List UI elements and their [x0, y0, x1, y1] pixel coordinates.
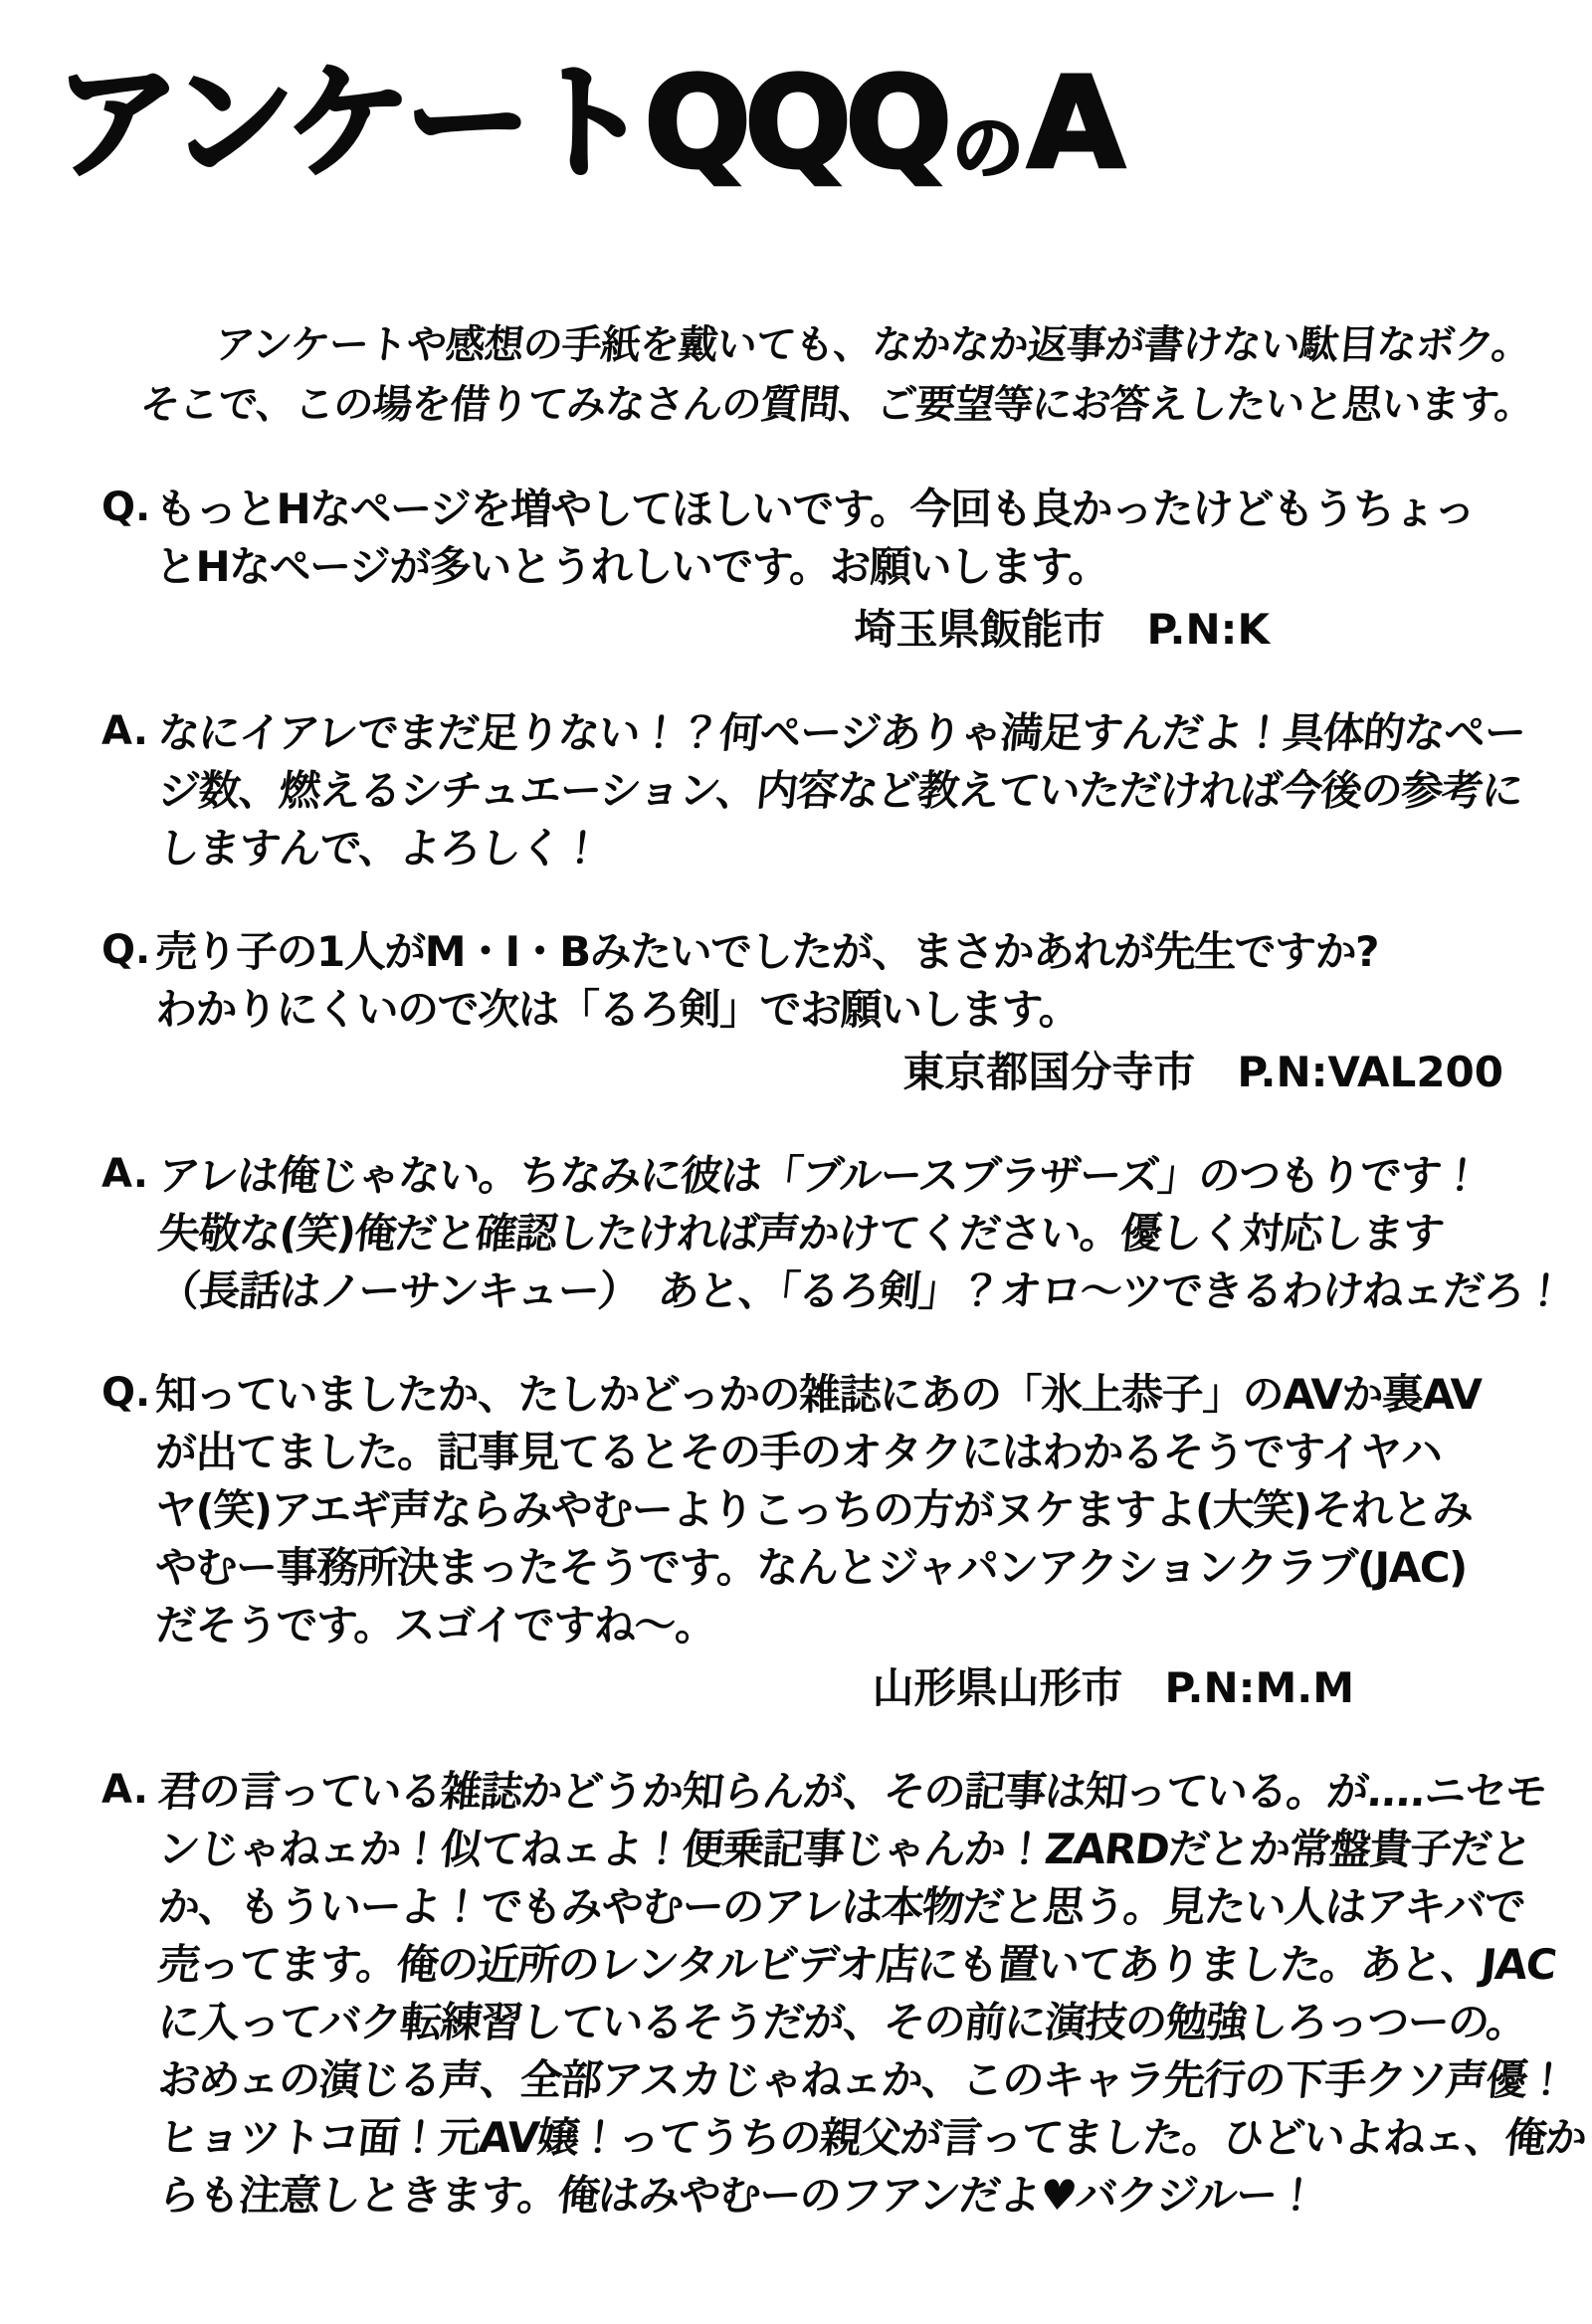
question-line: もっとHなページを増やしてほしいです。今回も良かったけどもうちょっ	[155, 484, 1475, 533]
question-text	[155, 481, 1533, 659]
question-block-3	[101, 1366, 1592, 1717]
question-line: わかりにくいので次は「るろ剣」でお願いします。	[155, 984, 1080, 1034]
page-title-particle: の	[951, 105, 1024, 190]
question-line: 知っていましたか、たしかどっかの雑誌にあの「氷上恭子」のAVか裏AV	[155, 1369, 1482, 1419]
question-block-2	[101, 923, 1592, 1101]
question-line: ヤ(笑)アエギ声ならみやむーよりこっちの方がヌケますよ(大笑)それとみ	[155, 1484, 1473, 1534]
answer-line: おめェの演じる声、全部アスカじゃねェか、このキャラ先行の下手クソ声優！	[155, 2054, 1570, 2104]
intro-paragraph	[137, 315, 1592, 435]
question-text	[155, 1366, 1533, 1717]
answer-line: 売ってます。俺の近所のレンタルビデオ店にも置いてありました。あと、JAC	[155, 1939, 1558, 1989]
answer-line: 失敬な(笑)俺だと確認したければ声かけてください。優しく対応します	[155, 1208, 1446, 1258]
answer-line: らも注意しときます。俺はみやむーのフアンだよ♥バクジルー！	[155, 2170, 1319, 2220]
answer-line: なにイアレでまだ足りない！？何ページありゃ満足すんだよ！具体的なペー	[155, 707, 1527, 757]
answer-line: か、もういーよ！でもみやむーのアレは本物だと思う。見たい人はアキバで	[155, 1881, 1527, 1931]
question-label: Q.	[101, 484, 151, 530]
answer-block-3	[101, 1763, 1592, 2225]
answer-label: A.	[101, 1150, 148, 1197]
question-text	[155, 923, 1533, 1101]
page-title-answer-letter: A	[1027, 50, 1119, 196]
answer-line: 君の言っている雑誌かどうか知らんが、その記事は知っている。が....ニセモ	[155, 1766, 1549, 1816]
answer-label: A.	[101, 1766, 148, 1813]
answer-label: A.	[101, 707, 148, 754]
question-line: が出てました。記事見てるとその手のオタクにはわかるそうですイヤハ	[155, 1427, 1442, 1476]
question-line: 売り子の1人がM・I・Bみたいでしたが、まさかあれが先生ですか?	[155, 926, 1379, 976]
question-line: とHなページが多いとうれしいです。お願いします。	[155, 541, 1108, 591]
page-title-main: アンケートQQQ	[55, 50, 946, 196]
intro-line: アンケートや感想の手紙を戴いても、なかなか返事が書けない駄目なボク。	[212, 321, 1533, 368]
answer-text	[155, 1763, 1589, 2225]
question-label: Q.	[101, 1369, 151, 1416]
question-label: Q.	[101, 926, 151, 973]
question-line: やむー事務所決まったそうです。なんとジャパンアクションクラブ(JAC)	[155, 1542, 1467, 1592]
question-block-1	[101, 481, 1592, 659]
intro-line: そこで、この場を借りてみなさんの質問、ご要望等にお答えしたいと思います。	[137, 381, 1536, 428]
answer-text	[155, 704, 1533, 877]
answer-line: に入ってバク転練習しているそうだが、その前に演技の勉強しろっつーの。	[155, 1997, 1530, 2046]
sender-attribution: 山形県山形市 P.N:M.M	[872, 1662, 1354, 1712]
answer-line: しますんで、よろしく！	[155, 823, 604, 872]
answer-text	[155, 1147, 1567, 1320]
answer-line: （長話はノーサンキュー） あと、「るろ剣」？オロ～ツできるわけねェだろ！	[155, 1265, 1567, 1315]
answer-block-2	[101, 1147, 1592, 1320]
answer-line: ヒョツトコ面！元AV嬢！ってうちの親父が言ってました。ひどいよねェ、俺か	[155, 2112, 1589, 2162]
answer-line: アレは俺じゃない。ちなみに彼は「ブルースブラザーズ」のつもりです！	[155, 1150, 1484, 1200]
answer-line: ジ数、燃えるシチュエーション、内容など教えていただければ今後の参考に	[155, 765, 1525, 815]
question-line: だそうです。スゴイですね～。	[155, 1600, 715, 1649]
answer-block-1	[101, 704, 1592, 877]
scanned-qa-page	[0, 50, 1592, 2225]
sender-attribution: 東京都国分寺市 P.N:VAL200	[902, 1047, 1503, 1096]
answer-line: ンじゃねェか！似てねェよ！便乗記事じゃんか！ZARDだとか常盤貴子だと	[155, 1824, 1534, 1873]
sender-attribution: 埼玉県飯能市 P.N:K	[854, 604, 1270, 654]
page-title	[55, 50, 1592, 198]
